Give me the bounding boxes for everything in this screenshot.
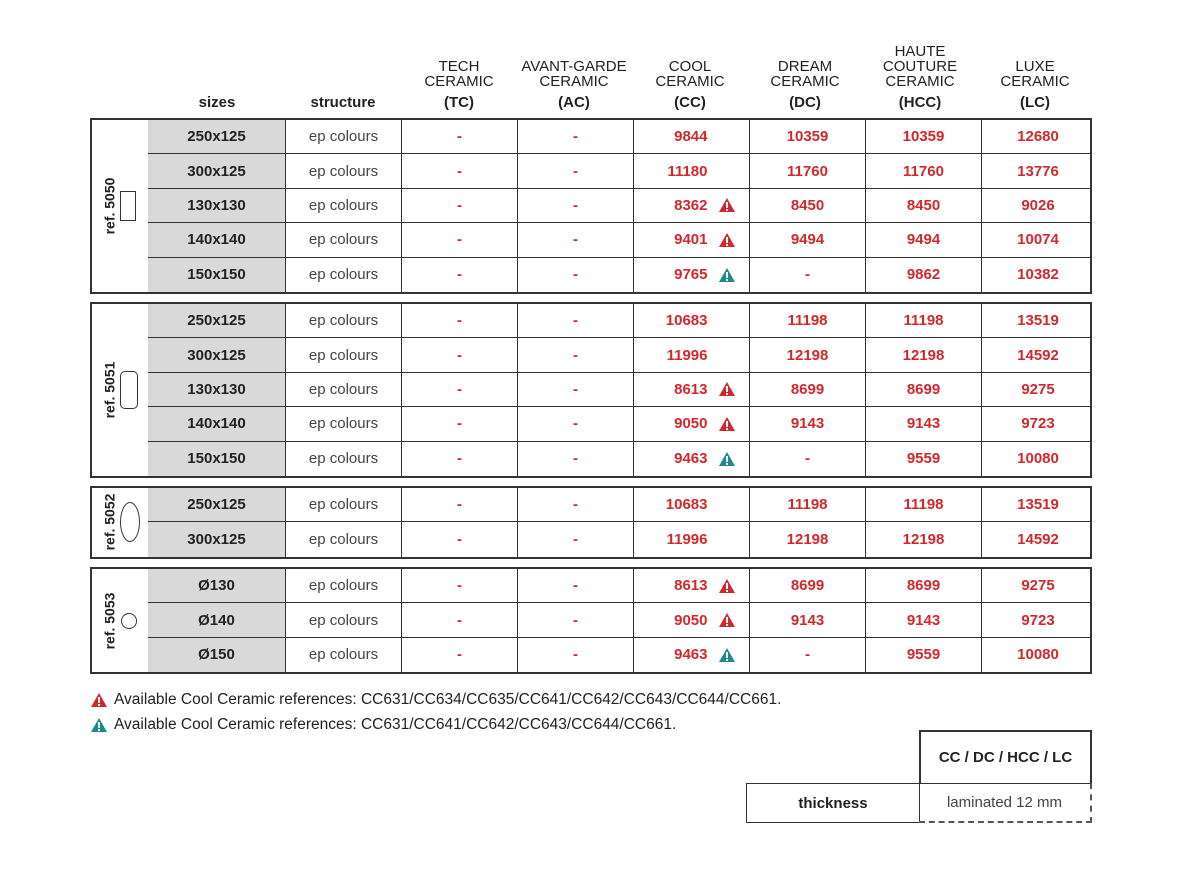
cc-price-value: 9765 (674, 266, 708, 284)
table-row (148, 442, 1090, 476)
cc-price-cell (634, 488, 750, 521)
dc-price-cell: 10359 (750, 120, 866, 153)
header-col-name-line: CERAMIC (655, 73, 725, 90)
product-group (90, 486, 1092, 559)
size-cell: 130x130 (148, 373, 286, 406)
size-cell: Ø130 (148, 569, 286, 602)
structure-cell: ep colours (286, 603, 402, 636)
lc-price-cell: 9026 (1021, 196, 1055, 214)
cc-price-cell (634, 223, 750, 256)
cc-price-value: 9050 (674, 415, 708, 433)
dc-price-cell: 9143 (750, 603, 866, 636)
ac-price-cell: - (518, 373, 634, 406)
header-col-abbr: (TC) (444, 94, 474, 111)
header-col-abbr: (AC) (558, 94, 590, 111)
tc-price-cell: - (402, 569, 518, 602)
warning-icon-slot (708, 612, 736, 628)
warning-teal-icon (718, 451, 736, 467)
cc-price-value: 8613 (674, 380, 708, 398)
ref-label (98, 304, 120, 476)
dc-price-cell: - (750, 638, 866, 672)
structure-cell: ep colours (286, 442, 402, 476)
footnote-red (90, 691, 781, 709)
cc-price-value: 10683 (665, 312, 708, 330)
header-col-abbr: (CC) (674, 94, 706, 111)
column-header-row (0, 0, 1200, 118)
warning-teal-icon (90, 717, 108, 733)
ac-price-cell: - (518, 407, 634, 440)
table-row (148, 120, 1090, 154)
dc-price-cell: - (750, 442, 866, 476)
header-col-name-line: CERAMIC (885, 73, 955, 90)
table-row (148, 522, 1090, 556)
table-row (148, 304, 1090, 338)
cc-price-cell (634, 638, 750, 672)
ref-column (92, 304, 149, 476)
thickness-header: CC / DC / HCC / LC (919, 730, 1092, 783)
lc-price-cell: 14592 (1017, 346, 1059, 364)
hcc-price-cell: 9862 (866, 258, 982, 292)
header-col-name-line: COUTURE (882, 58, 958, 75)
cc-price-cell (634, 522, 750, 556)
cc-price-cell (634, 603, 750, 636)
header-col-name-line: CERAMIC (424, 73, 494, 90)
size-cell: 300x125 (148, 338, 286, 371)
structure-cell: ep colours (286, 522, 402, 556)
warning-teal-icon (718, 267, 736, 283)
header-col-4 (862, 44, 978, 110)
hcc-price-cell: 11198 (866, 304, 982, 337)
header-col-name-line: TECH (438, 58, 480, 75)
tc-price-cell: - (402, 522, 518, 556)
hcc-price-cell: 9559 (866, 638, 982, 672)
hcc-price-cell: 9494 (866, 223, 982, 256)
header-col-abbr: (LC) (1020, 94, 1050, 111)
oval-shape-icon (120, 502, 140, 542)
lc-price-cell: 13519 (1017, 312, 1059, 330)
rectangle-shape-icon (120, 191, 136, 221)
header-col-name-line: DREAM (777, 58, 833, 75)
ref-label (98, 569, 120, 672)
cc-price-cell (634, 442, 750, 476)
cc-price-cell (634, 120, 750, 153)
structure-cell: ep colours (286, 258, 402, 292)
tc-price-cell: - (402, 603, 518, 636)
header-col-0 (401, 59, 517, 110)
warning-icon-slot (708, 232, 736, 248)
hcc-price-cell: 8450 (866, 189, 982, 222)
ac-price-cell: - (518, 488, 634, 521)
size-cell: 300x125 (148, 154, 286, 187)
tc-price-cell: - (402, 488, 518, 521)
warning-icon-slot (708, 381, 736, 397)
table-row (148, 569, 1090, 603)
cc-price-cell (634, 258, 750, 292)
ref-label-text: ref. 5052 (101, 493, 118, 551)
cc-price-value: 8362 (674, 196, 708, 214)
lc-price-cell: 10080 (1017, 450, 1059, 468)
cc-price-cell (634, 373, 750, 406)
tc-price-cell: - (402, 638, 518, 672)
size-cell: 300x125 (148, 522, 286, 556)
dc-price-cell: - (750, 258, 866, 292)
tc-price-cell: - (402, 189, 518, 222)
table-row (148, 223, 1090, 257)
dc-price-cell: 8450 (750, 189, 866, 222)
header-col-abbr: (HCC) (898, 94, 942, 111)
dc-price-cell: 12198 (750, 338, 866, 371)
warning-icon-slot (708, 451, 736, 467)
header-col-name-line: CERAMIC (770, 73, 840, 90)
table-row (148, 189, 1090, 223)
warning-icon-slot (708, 267, 736, 283)
warning-icon-slot (708, 197, 736, 213)
tc-price-cell: - (402, 407, 518, 440)
size-cell: 150x150 (148, 258, 286, 292)
dc-price-cell: 11760 (750, 154, 866, 187)
table-row (148, 258, 1090, 292)
warning-red-icon (718, 232, 736, 248)
table-row (148, 338, 1090, 372)
ac-price-cell: - (518, 442, 634, 476)
cc-price-value: 9401 (674, 231, 708, 249)
cc-price-cell (634, 407, 750, 440)
ac-price-cell: - (518, 223, 634, 256)
ac-price-cell: - (518, 522, 634, 556)
thickness-value: laminated 12 mm (919, 783, 1092, 823)
lc-price-cell: 12680 (1017, 128, 1059, 146)
ref-column (92, 120, 149, 292)
ref-label (98, 488, 120, 557)
ac-price-cell: - (518, 189, 634, 222)
hcc-price-cell: 9143 (866, 603, 982, 636)
cc-price-value: 9463 (674, 450, 708, 468)
ac-price-cell: - (518, 258, 634, 292)
warning-red-icon (718, 416, 736, 432)
lc-price-cell: 10382 (1017, 266, 1059, 284)
tc-price-cell: - (402, 154, 518, 187)
table-row (148, 373, 1090, 407)
ac-price-cell: - (518, 304, 634, 337)
ref-label-text: ref. 5051 (101, 361, 118, 419)
ref-column (92, 569, 149, 672)
ac-price-cell: - (518, 569, 634, 602)
hcc-price-cell: 11198 (866, 488, 982, 521)
warning-red-icon (718, 197, 736, 213)
header-col-2 (632, 59, 748, 110)
lc-price-cell: 9275 (1021, 380, 1055, 398)
ref-label-text: ref. 5053 (101, 592, 118, 650)
product-group (90, 118, 1092, 294)
footnote-teal-text: Available Cool Ceramic references: CC631/CC641/CC642/CC643/CC644/CC661. (114, 716, 677, 733)
structure-cell: ep colours (286, 120, 402, 153)
dc-price-cell: 8699 (750, 569, 866, 602)
dc-price-cell: 8699 (750, 373, 866, 406)
header-col-1 (516, 59, 632, 110)
header-col-name-line: CERAMIC (1000, 73, 1070, 90)
ac-price-cell: - (518, 603, 634, 636)
warning-icon-slot (708, 647, 736, 663)
dc-price-cell: 9494 (750, 223, 866, 256)
cc-price-cell (634, 338, 750, 371)
dc-price-cell: 11198 (750, 304, 866, 337)
structure-cell: ep colours (286, 407, 402, 440)
footnote-red-text: Available Cool Ceramic references: CC631/CC634/CC635/CC641/CC642/CC643/CC644/CC661. (114, 691, 782, 708)
product-group (90, 567, 1092, 674)
lc-price-cell: 9275 (1021, 577, 1055, 595)
cc-price-value: 8613 (674, 577, 708, 595)
size-cell: Ø150 (148, 638, 286, 672)
rounded-rectangle-shape-icon (120, 371, 138, 409)
ac-price-cell: - (518, 120, 634, 153)
lc-price-cell: 13519 (1017, 496, 1059, 514)
header-col-name-line: HAUTE (894, 43, 946, 60)
cc-price-cell (634, 154, 750, 187)
size-cell: 150x150 (148, 442, 286, 476)
header-col-name-line: AVANT-GARDE (521, 58, 627, 75)
lc-price-cell: 10074 (1017, 231, 1059, 249)
structure-cell: ep colours (286, 569, 402, 602)
tc-price-cell: - (402, 442, 518, 476)
ref-column (92, 488, 149, 557)
hcc-price-cell: 10359 (866, 120, 982, 153)
structure-cell: ep colours (286, 338, 402, 371)
header-sizes: sizes (198, 94, 236, 111)
ref-label (98, 120, 120, 292)
warning-teal-icon (718, 647, 736, 663)
lc-price-cell: 13776 (1017, 162, 1059, 180)
ref-label-text: ref. 5050 (101, 177, 118, 235)
product-group (90, 302, 1092, 478)
cc-price-value: 9050 (674, 611, 708, 629)
ac-price-cell: - (518, 154, 634, 187)
hcc-price-cell: 9143 (866, 407, 982, 440)
cc-price-value: 11996 (666, 346, 708, 364)
structure-cell: ep colours (286, 154, 402, 187)
warning-icon-slot (708, 416, 736, 432)
header-col-3 (747, 59, 863, 110)
header-col-abbr: (DC) (789, 94, 821, 111)
structure-cell: ep colours (286, 638, 402, 672)
footnote-teal (90, 716, 676, 734)
table-row (148, 488, 1090, 522)
circle-shape-icon (121, 613, 137, 629)
structure-cell: ep colours (286, 189, 402, 222)
header-col-5 (977, 59, 1093, 110)
ac-price-cell: - (518, 338, 634, 371)
cc-price-value: 9463 (674, 646, 708, 664)
cc-price-cell (634, 304, 750, 337)
lc-price-cell: 10080 (1017, 646, 1059, 664)
structure-cell: ep colours (286, 223, 402, 256)
size-cell: 140x140 (148, 223, 286, 256)
dc-price-cell: 11198 (750, 488, 866, 521)
cc-price-value: 10683 (665, 496, 708, 514)
tc-price-cell: - (402, 258, 518, 292)
warning-icon-slot (708, 578, 736, 594)
structure-cell: ep colours (286, 373, 402, 406)
thickness-label: thickness (746, 783, 920, 823)
structure-cell: ep colours (286, 304, 402, 337)
ac-price-cell: - (518, 638, 634, 672)
size-cell: 130x130 (148, 189, 286, 222)
hcc-price-cell: 12198 (866, 522, 982, 556)
tc-price-cell: - (402, 338, 518, 371)
table-row (148, 154, 1090, 188)
size-cell: 250x125 (148, 488, 286, 521)
header-col-name-line: CERAMIC (539, 73, 609, 90)
structure-cell: ep colours (286, 488, 402, 521)
cc-price-value: 11996 (666, 531, 708, 549)
dc-price-cell: 12198 (750, 522, 866, 556)
cc-price-value: 9844 (674, 128, 708, 146)
header-col-name-line: LUXE (1015, 58, 1055, 75)
warning-red-icon (718, 578, 736, 594)
header-structure: structure (310, 94, 376, 111)
size-cell: 140x140 (148, 407, 286, 440)
size-cell: Ø140 (148, 603, 286, 636)
size-cell: 250x125 (148, 120, 286, 153)
table-row (148, 603, 1090, 637)
cc-price-cell (634, 189, 750, 222)
cc-price-cell (634, 569, 750, 602)
warning-red-icon (718, 612, 736, 628)
table-row (148, 638, 1090, 672)
header-col-name-line: COOL (668, 58, 712, 75)
size-cell: 250x125 (148, 304, 286, 337)
tc-price-cell: - (402, 120, 518, 153)
hcc-price-cell: 8699 (866, 569, 982, 602)
table-row (148, 407, 1090, 441)
warning-red-icon (718, 381, 736, 397)
hcc-price-cell: 8699 (866, 373, 982, 406)
warning-red-icon (90, 692, 108, 708)
tc-price-cell: - (402, 373, 518, 406)
cc-price-value: 11180 (667, 162, 708, 180)
hcc-price-cell: 9559 (866, 442, 982, 476)
tc-price-cell: - (402, 304, 518, 337)
dc-price-cell: 9143 (750, 407, 866, 440)
hcc-price-cell: 12198 (866, 338, 982, 371)
lc-price-cell: 9723 (1021, 611, 1055, 629)
lc-price-cell: 9723 (1021, 415, 1055, 433)
tc-price-cell: - (402, 223, 518, 256)
hcc-price-cell: 11760 (866, 154, 982, 187)
lc-price-cell: 14592 (1017, 531, 1059, 549)
